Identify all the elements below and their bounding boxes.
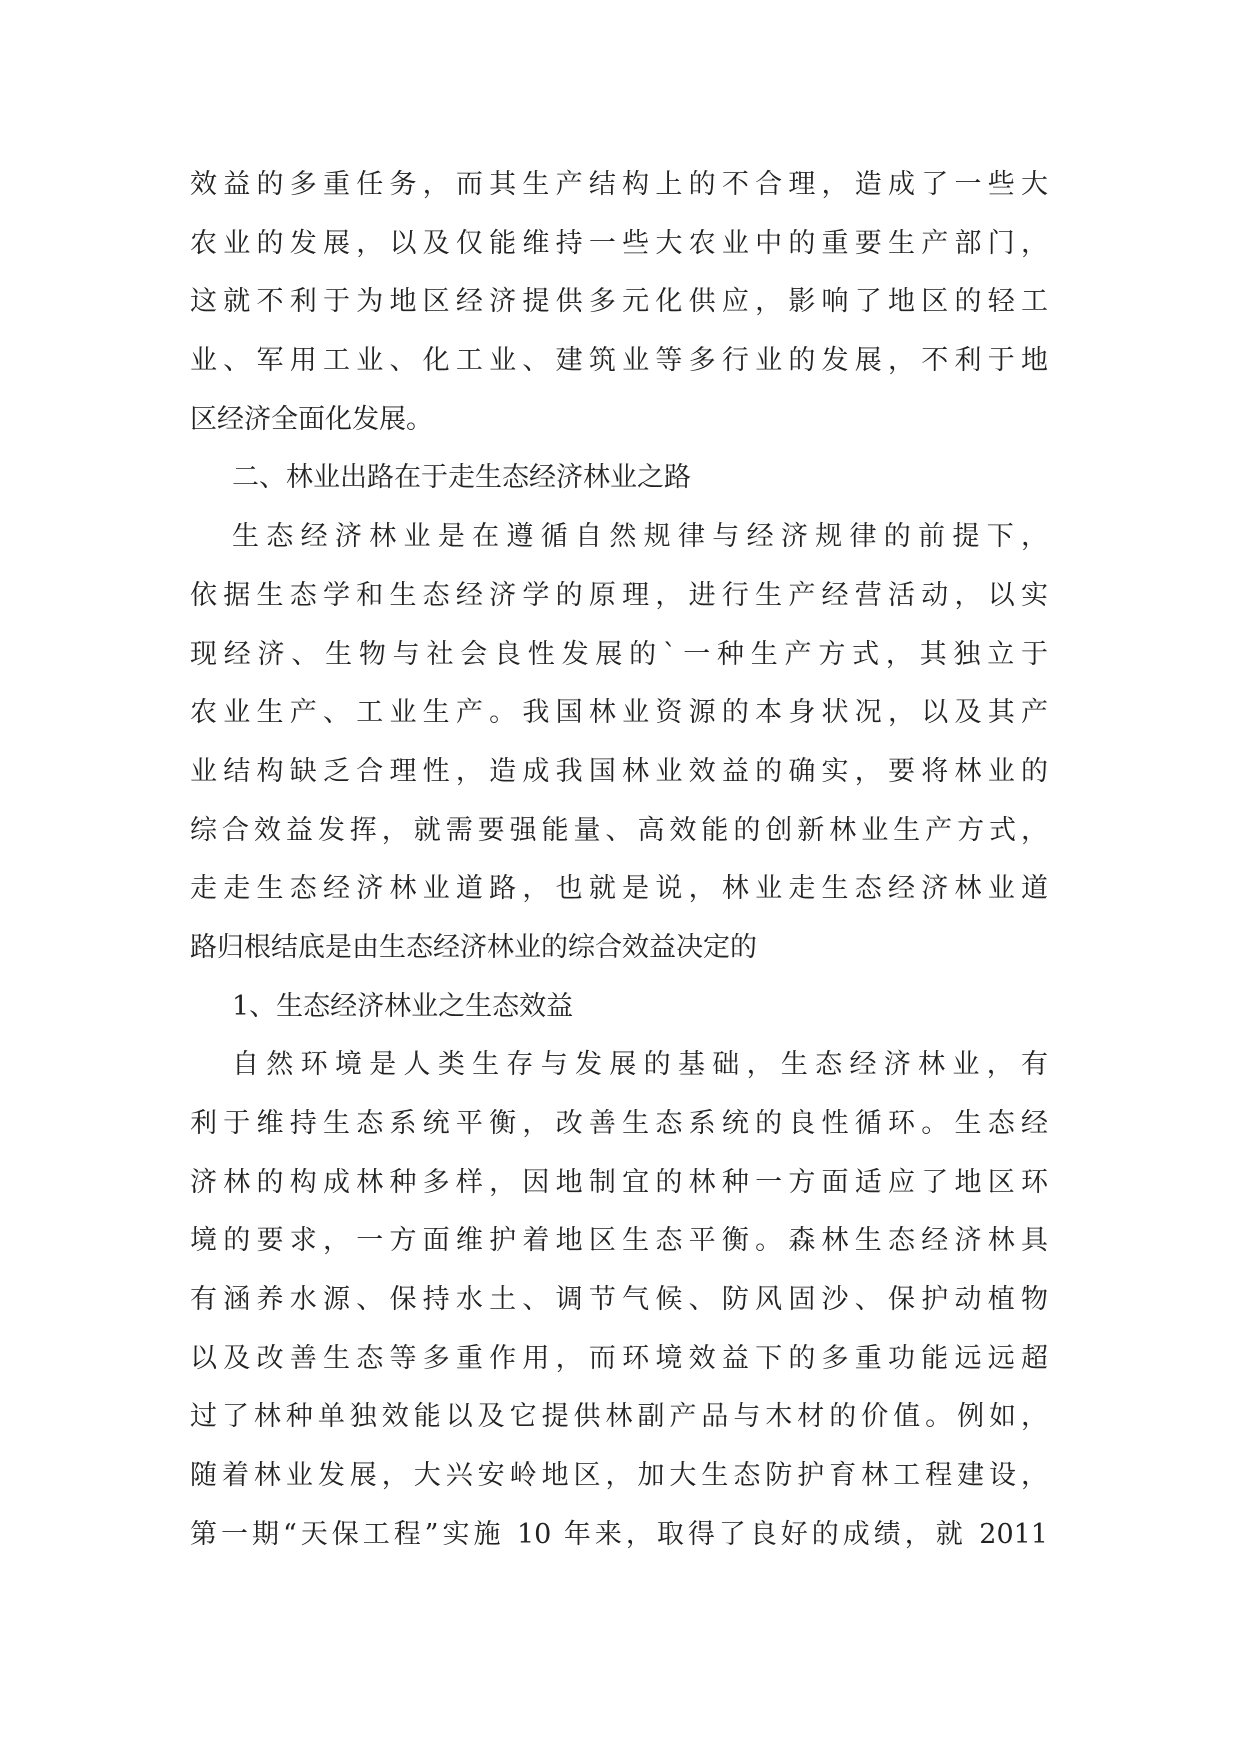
paragraph-continuation — [190, 156, 1048, 449]
text-line: 这就不利于为地区经济提供多元化供应，影响了地区的轻工 — [190, 286, 1048, 318]
text-line: 业、军用工业、化工业、建筑业等多行业的发展，不利于地 — [190, 345, 1048, 377]
text-line: 济林的构成林种多样，因地制宜的林种一方面适应了地区环 — [190, 1166, 1048, 1198]
subsection-heading-text: 1、生态经济林业之生态效益 — [232, 990, 574, 1022]
document-body — [190, 156, 1048, 1565]
text-line: 路归根结底是由生态经济林业的综合效益决定的 — [190, 931, 757, 963]
paragraph — [190, 1036, 1048, 1564]
text-line: 走走生态经济林业道路，也就是说，林业走生态经济林业道 — [190, 873, 1048, 905]
section-heading — [190, 449, 1048, 508]
text-line: 有涵养水源、保持水土、调节气候、防风固沙、保护动植物 — [190, 1284, 1048, 1316]
text-line: 效益的多重任务，而其生产结构上的不合理，造成了一些大 — [190, 169, 1048, 200]
text-line: 随着林业发展，大兴安岭地区，加大生态防护育林工程建设， — [190, 1460, 1048, 1492]
text-line: 生态经济林业是在遵循自然规律与经济规律的前提下， — [232, 521, 1048, 553]
text-line: 依据生态学和生态经济学的原理，进行生产经营活动，以实 — [190, 579, 1048, 611]
text-line: 业结构缺乏合理性，造成我国林业效益的确实，要将林业的 — [190, 755, 1048, 787]
text-line: 自然环境是人类生存与发展的基础，生态经济林业，有 — [232, 1049, 1048, 1081]
subsection-heading — [190, 978, 1048, 1037]
text-line: 综合效益发挥，就需要强能量、高效能的创新林业生产方式， — [190, 814, 1048, 846]
text-line: 第一期“天保工程”实施 10 年来，取得了良好的成绩，就 2011 — [190, 1518, 1048, 1550]
text-line: 现经济、生物与社会良性发展的`一种生产方式，其独立于 — [190, 638, 1048, 670]
text-line: 境的要求，一方面维护着地区生态平衡。森林生态经济林具 — [190, 1225, 1048, 1257]
text-line: 以及改善生态等多重作用，而环境效益下的多重功能远远超 — [190, 1342, 1048, 1374]
text-line: 农业生产、工业生产。我国林业资源的本身状况，以及其产 — [190, 697, 1048, 729]
text-line: 利于维持生态系统平衡，改善生态系统的良性循环。生态经 — [190, 1108, 1048, 1139]
text-line: 农业的发展，以及仅能维持一些大农业中的重要生产部门， — [190, 227, 1048, 259]
text-line: 区经济全面化发展。 — [190, 403, 433, 435]
text-line: 过了林种单独效能以及它提供林副产品与木材的价值。例如， — [190, 1401, 1048, 1433]
section-heading-text: 二、林业出路在于走生态经济林业之路 — [232, 462, 691, 494]
paragraph — [190, 508, 1048, 978]
